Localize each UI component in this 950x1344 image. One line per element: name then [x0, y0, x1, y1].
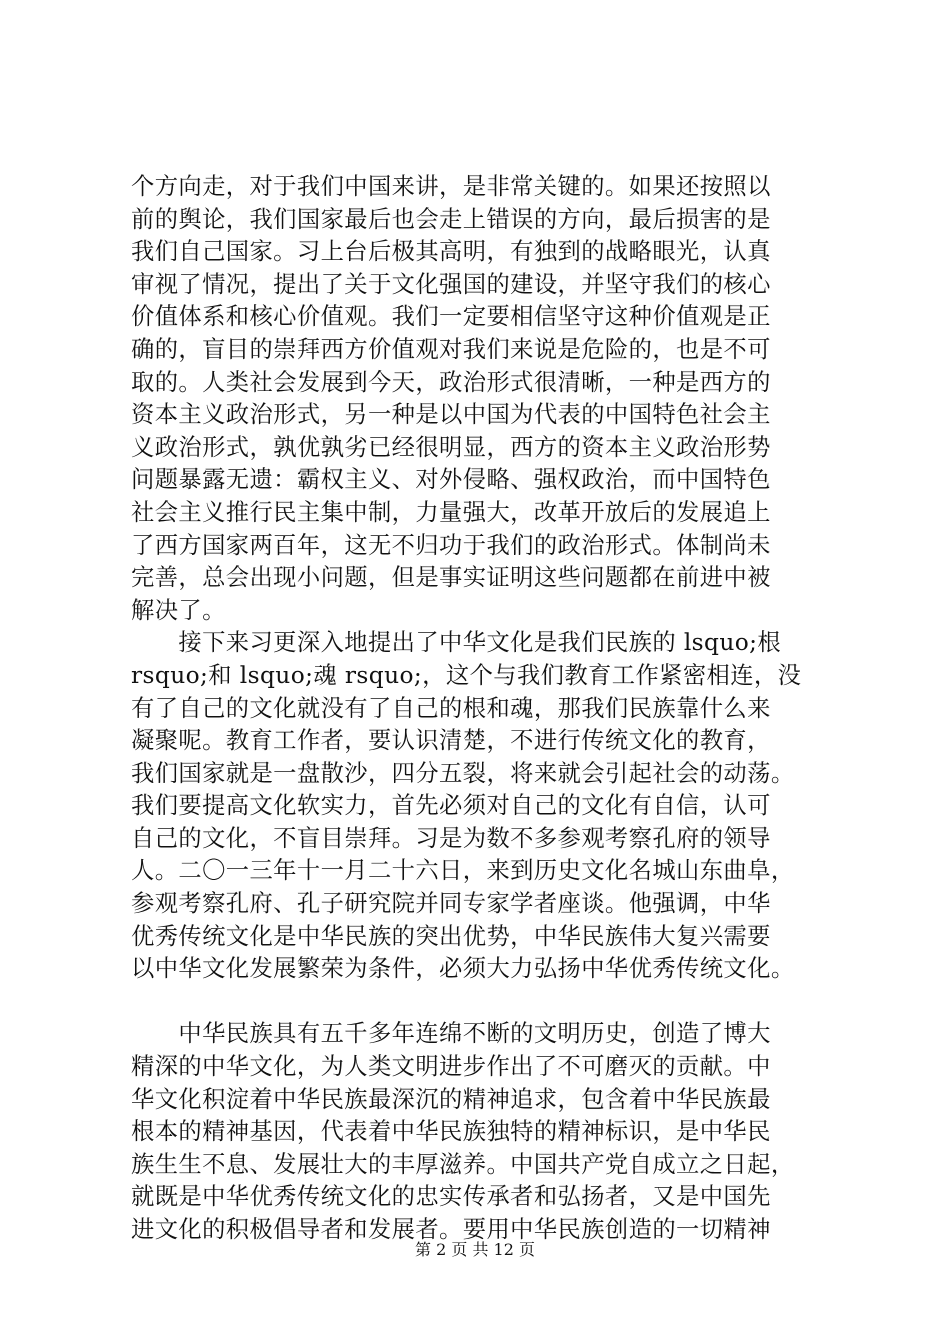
- text-line: 我们要提高文化软实力，首先必须对自己的文化有自信，认可: [131, 792, 771, 820]
- text-line: 价值体系和核心价值观。我们一定要相信坚守这种价值观是正: [131, 303, 771, 331]
- text-line: 凝聚呢。教育工作者，要认识清楚，不进行传统文化的教育，: [131, 727, 771, 755]
- text-line: 精深的中华文化，为人类文明进步作出了不可磨灭的贡献。中: [131, 1053, 771, 1081]
- page-number-footer: 第 2 页 共 12 页: [415, 1240, 535, 1259]
- text-line: 我们自己国家。习上台后极其高明，有独到的战略眼光，认真: [131, 238, 771, 266]
- text-line: 优秀传统文化是中华民族的突出优势，中华民族伟大复兴需要: [131, 922, 771, 950]
- text-line: 华文化积淀着中华民族最深沉的精神追求，包含着中华民族最: [131, 1085, 771, 1113]
- text-line: 自己的文化，不盲目崇拜。习是为数不多参观考察孔府的领导: [131, 824, 771, 852]
- paragraph-gap: [131, 986, 851, 1019]
- text-line: 有了自己的文化就没有了自己的根和魂，那我们民族靠什么来: [131, 694, 771, 722]
- body-text: [131, 171, 851, 1247]
- text-line: 我们国家就是一盘散沙，四分五裂，将来就会引起社会的动荡。: [131, 759, 795, 787]
- text-line: 中华民族具有五千多年连绵不断的文明历史，创造了博大: [131, 1020, 771, 1048]
- text-line: 根本的精神基因，代表着中华民族独特的精神标识，是中华民: [131, 1118, 771, 1146]
- text-line: 审视了情况，提出了关于文化强国的建设，并坚守我们的核心: [131, 270, 771, 298]
- text-line: 完善，总会出现小问题，但是事实证明这些问题都在前进中被: [131, 564, 771, 592]
- text-line: 人。二〇一三年十一月二十六日，来到历史文化名城山东曲阜，: [131, 857, 795, 885]
- text-line: 取的。人类社会发展到今天，政治形式很清晰，一种是西方的: [131, 368, 771, 396]
- text-line: 解决了。: [131, 596, 226, 624]
- text-line: 个方向走，对于我们中国来讲，是非常关键的。如果还按照以: [131, 173, 771, 200]
- text-line: 进文化的积极倡导者和发展者。要用中华民族创造的一切精神: [131, 1216, 771, 1243]
- text-line: 确的，盲目的崇拜西方价值观对我们来说是危险的，也是不可: [131, 335, 771, 363]
- text-line: 前的舆论，我们国家最后也会走上错误的方向，最后损害的是: [131, 205, 771, 233]
- text-line: 资本主义政治形式，另一种是以中国为代表的中国特色社会主: [131, 401, 771, 429]
- text-line: 参观考察孔府、孔子研究院并同专家学者座谈。他强调，中华: [131, 890, 771, 918]
- text-line: 族生生不息、发展壮大的丰厚滋养。中国共产党自成立之日起，: [131, 1150, 795, 1178]
- text-line: 社会主义推行民主集中制，力量强大，改革开放后的发展追上: [131, 498, 771, 526]
- text-line: rsquo;和 lsquo;魂 rsquo;，这个与我们教育工作紧密相连，没: [131, 661, 802, 689]
- text-line: 义政治形式，孰优孰劣已经很明显，西方的资本主义政治形势: [131, 433, 771, 461]
- text-line: 就既是中华优秀传统文化的忠实传承者和弘扬者，又是中国先: [131, 1183, 771, 1211]
- text-line: 以中华文化发展繁荣为条件，必须大力弘扬中华优秀传统文化。: [131, 955, 795, 983]
- text-line: 问题暴露无遗：霸权主义、对外侵略、强权政治，而中国特色: [131, 466, 771, 494]
- text-line: 了西方国家两百年，这无不归功于我们的政治形式。体制尚未: [131, 531, 771, 559]
- text-line: 接下来习更深入地提出了中华文化是我们民族的 lsquo;根: [131, 629, 782, 657]
